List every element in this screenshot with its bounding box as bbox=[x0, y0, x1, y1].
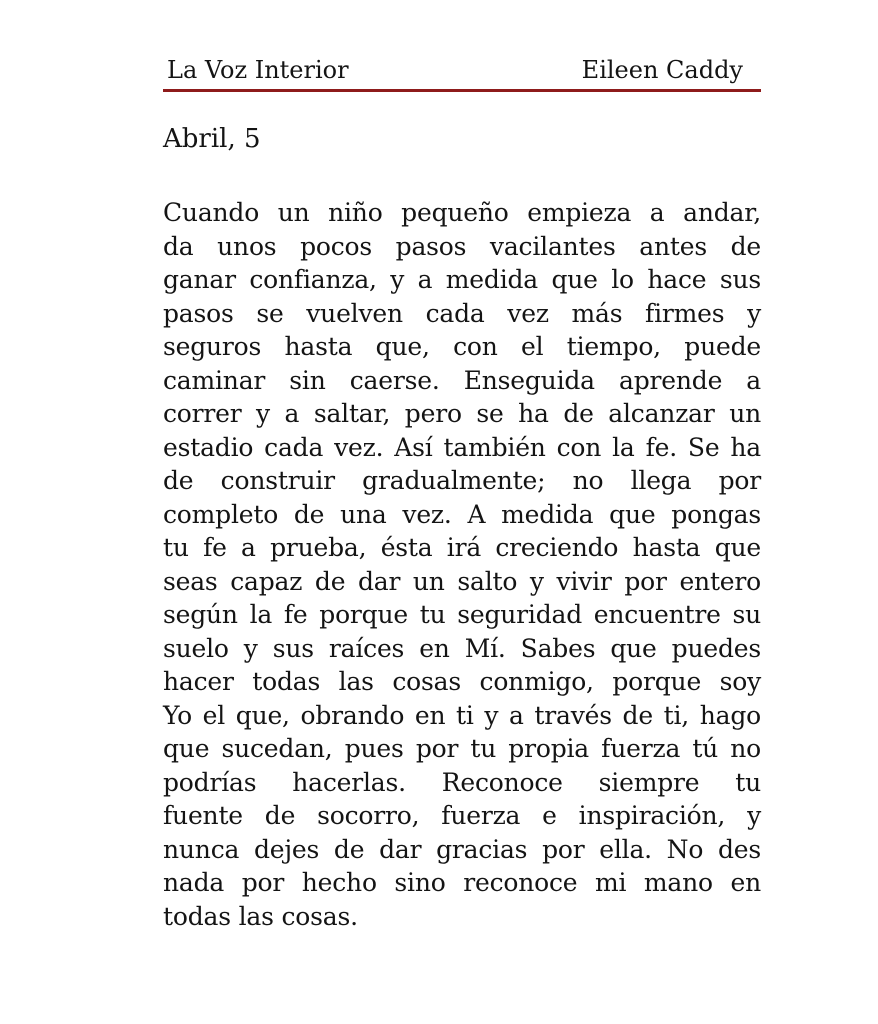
body-text-line: nada por hecho sino reconoce mi mano en bbox=[163, 868, 761, 897]
body-text-line: ganar confianza, y a medida que lo hace sus bbox=[163, 265, 761, 294]
body-text-line: completo de una vez. A medida que pongas bbox=[163, 499, 761, 529]
page-content bbox=[163, 58, 761, 933]
body-text-line: seas capaz de dar un salto y vivir por entero bbox=[163, 566, 761, 596]
entry-date-heading: Abril, 5 bbox=[163, 124, 261, 154]
running-header bbox=[163, 58, 761, 82]
body-text-line: suelo y sus raíces en Mí. Sabes que puedes bbox=[163, 633, 761, 663]
header-author: Eileen Caddy bbox=[581, 56, 743, 84]
body-text-line: Cuando un niño pequeño empieza a andar, bbox=[163, 198, 761, 227]
body-text-line: tu fe a prueba, ésta irá creciendo hasta que bbox=[163, 533, 761, 562]
body-text-line: Yo el que, obrando en ti y a través de ti, hago bbox=[163, 700, 761, 730]
body-text-line: nunca dejes de dar gracias por ella. No des bbox=[163, 834, 761, 864]
body-text-line: fuente de socorro, fuerza e inspiración, y bbox=[163, 801, 761, 830]
body-text-line: pasos se vuelven cada vez más firmes y bbox=[163, 298, 761, 328]
body-text-line: correr y a saltar, pero se ha de alcanzar un bbox=[163, 399, 761, 428]
body-text-line: estadio cada vez. Así también con la fe. Se ha bbox=[163, 432, 761, 462]
body-text-line: que sucedan, pues por tu propia fuerza tú no bbox=[163, 734, 761, 763]
body-text-line: hacer todas las cosas conmigo, porque soy bbox=[163, 667, 761, 696]
body-text-line: seguros hasta que, con el tiempo, puede bbox=[163, 332, 761, 361]
entry-body-paragraph bbox=[163, 196, 761, 933]
header-book-title: La Voz Interior bbox=[167, 56, 349, 84]
body-text-line: según la fe porque tu seguridad encuentre su bbox=[163, 600, 761, 629]
body-text-line: podrías hacerlas. Reconoce siempre tu bbox=[163, 767, 761, 797]
body-text-line: de construir gradualmente; no llega por bbox=[163, 466, 761, 495]
header-rule-divider bbox=[163, 89, 761, 92]
body-text-line: todas las cosas. bbox=[163, 901, 358, 931]
body-text-line: da unos pocos pasos vacilantes antes de bbox=[163, 231, 761, 261]
body-text-line: caminar sin caerse. Enseguida aprende a bbox=[163, 365, 761, 395]
